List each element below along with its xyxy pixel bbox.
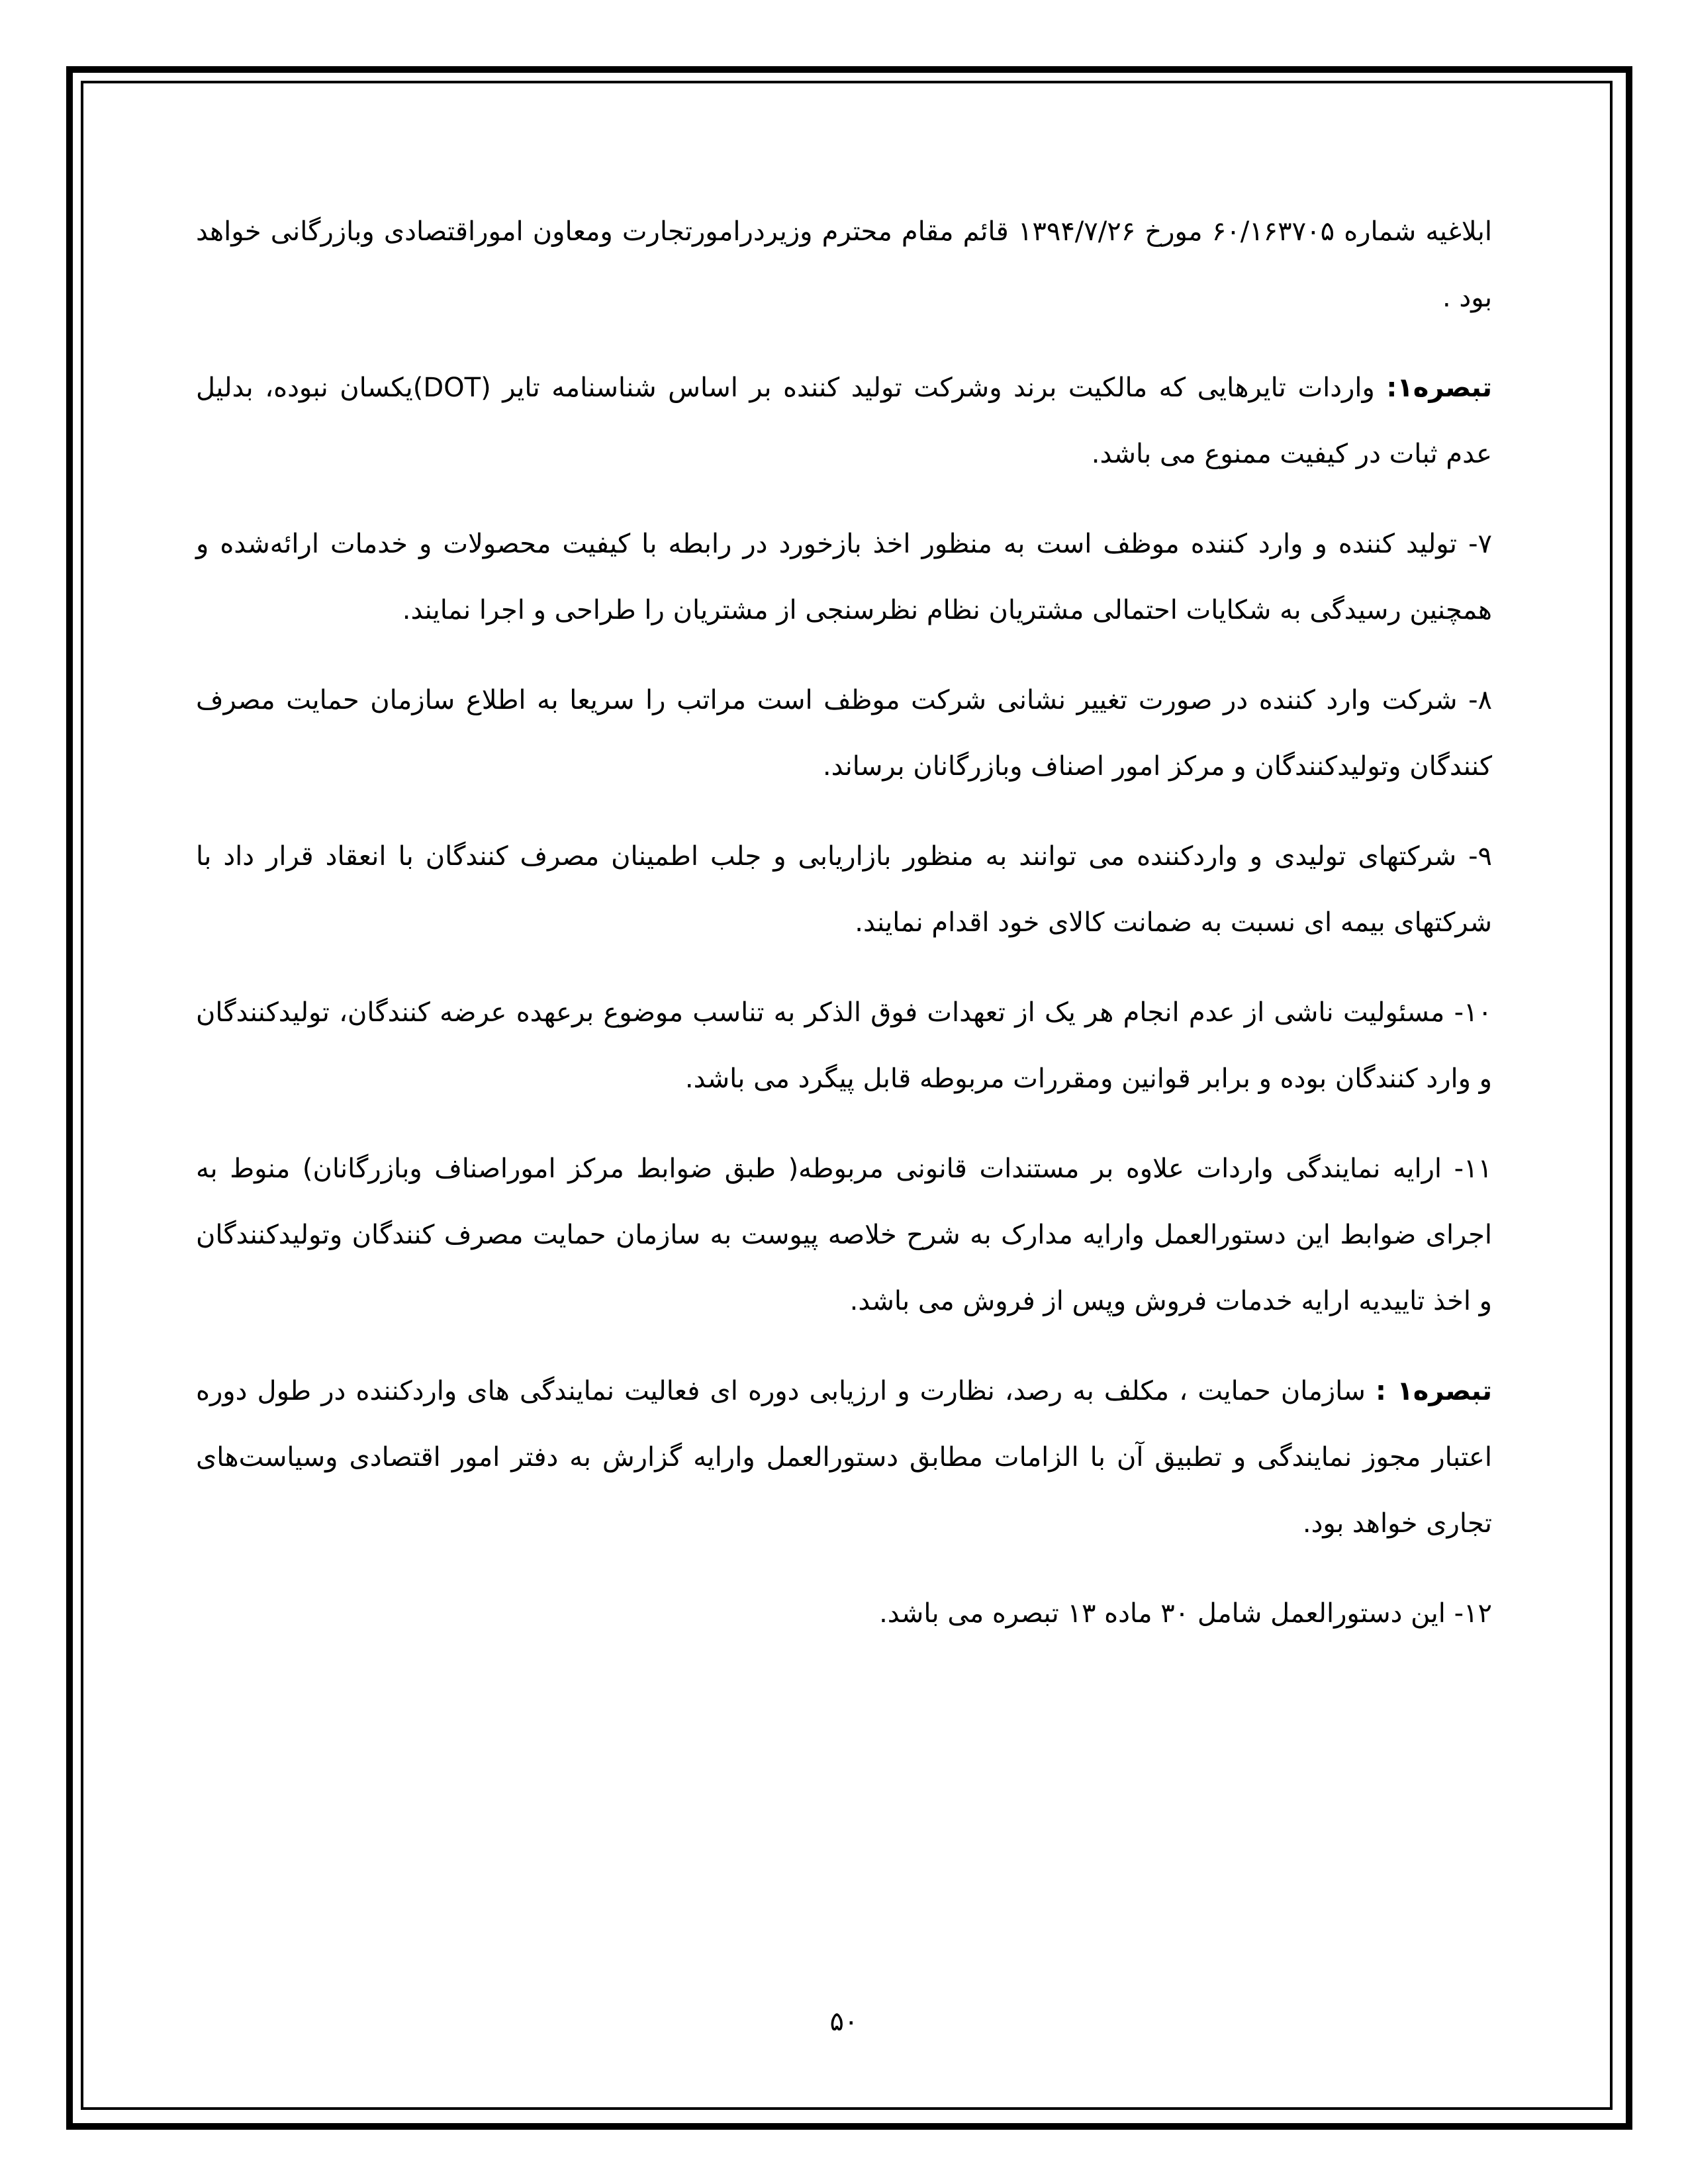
paragraph-text: ۹- شرکتهای تولیدی و واردکننده می توانند به منظور بازاریابی و جلب اطمینان مصرف کنندگان با انعقاد قرار داد با شرکتهای بیمه ای نسبت به ضمانت کالای خود اقدام نمایند. xyxy=(196,841,1492,938)
paragraph-text: سازمان حمایت ، مکلف به رصد، نظارت و ارزیابی دوره ای فعالیت نمایندگی های واردکننده در طول دوره اعتبار مجوز نمایندگی و تطبیق آن با الزامات مطابق دستورالعمل وارایه گزارش به دفتر امور اقتصادی وسیاست‌های تجاری خواهد بود. xyxy=(196,1376,1492,1539)
paragraph-text: واردات تایرهایی که مالکیت برند وشرکت تولید کننده بر اساس شناسنامه تایر (DOT)یکسان نبوده، بدلیل عدم ثبات در کیفیت ممنوع می باشد. xyxy=(196,373,1492,469)
paragraph-text: ۱۰- مسئولیت ناشی از عدم انجام هر یک از تعهدات فوق الذکر به تناسب موضوع برعهده عرضه کنندگان، تولیدکنندگان و وارد کنندگان بوده و برابر قوانین ومقررات مربوطه قابل پیگرد می باشد. xyxy=(196,997,1492,1094)
paragraph-item-8 xyxy=(196,667,1492,799)
paragraph-note-1-supervision xyxy=(196,1358,1492,1557)
paragraph-text: ابلاغیه شماره ۶۰/۱۶۳۷۰۵ مورخ ۱۳۹۴/۷/۲۶ قائم مقام محترم وزیردرامورتجارت ومعاون اموراقتصادی وبازرگانی خواهد بود . xyxy=(196,216,1493,313)
paragraph-item-11 xyxy=(196,1136,1492,1334)
paragraph-label: تبصره۱ : xyxy=(1375,1376,1493,1406)
paragraph-item-9 xyxy=(196,823,1492,956)
paragraph-text: ۷- تولید کننده و وارد کننده موظف است به منظور اخذ بازخورد در رابطه با کیفیت محصولات و خدمات ارائه‌شده و همچنین رسیدگی به شکایات احتمالی مشتریان نظام نظرسنجی از مشتریان را طراحی و اجرا نمایند. xyxy=(196,529,1492,625)
document-body xyxy=(196,199,1492,1670)
paragraph-item-12 xyxy=(196,1580,1492,1647)
paragraph-notification-reference xyxy=(196,199,1492,331)
paragraph-label: تبصره۱: xyxy=(1386,373,1492,403)
paragraph-text: ۱۱- ارایه نمایندگی واردات علاوه بر مستندات قانونی مربوطه( طبق ضوابط مرکز اموراصناف وبازرگانان) منوط به اجرای ضوابط این دستورالعمل وارایه مدارک به شرح خلاصه پیوست به سازمان حمایت مصرف کنندگان وتولیدکنندگان و اخذ تاییدیه ارایه خدمات فروش وپس از فروش می باشد. xyxy=(196,1154,1492,1316)
paragraph-text: ۱۲- این دستورالعمل شامل ۳۰ ماده ۱۳ تبصره می باشد. xyxy=(879,1598,1492,1629)
paragraph-item-10 xyxy=(196,979,1492,1112)
paragraph-item-7 xyxy=(196,511,1492,643)
paragraph-text: ۸- شرکت وارد کننده در صورت تغییر نشانی شرکت موظف است مراتب را سریعا به اطلاع سازمان حمایت مصرف کنندگان وتولیدکنندگان و مرکز امور اصناف وبازرگانان برساند. xyxy=(196,685,1492,782)
paragraph-note-1-tire-import xyxy=(196,355,1492,487)
page-number: ۵۰ xyxy=(829,2007,859,2037)
